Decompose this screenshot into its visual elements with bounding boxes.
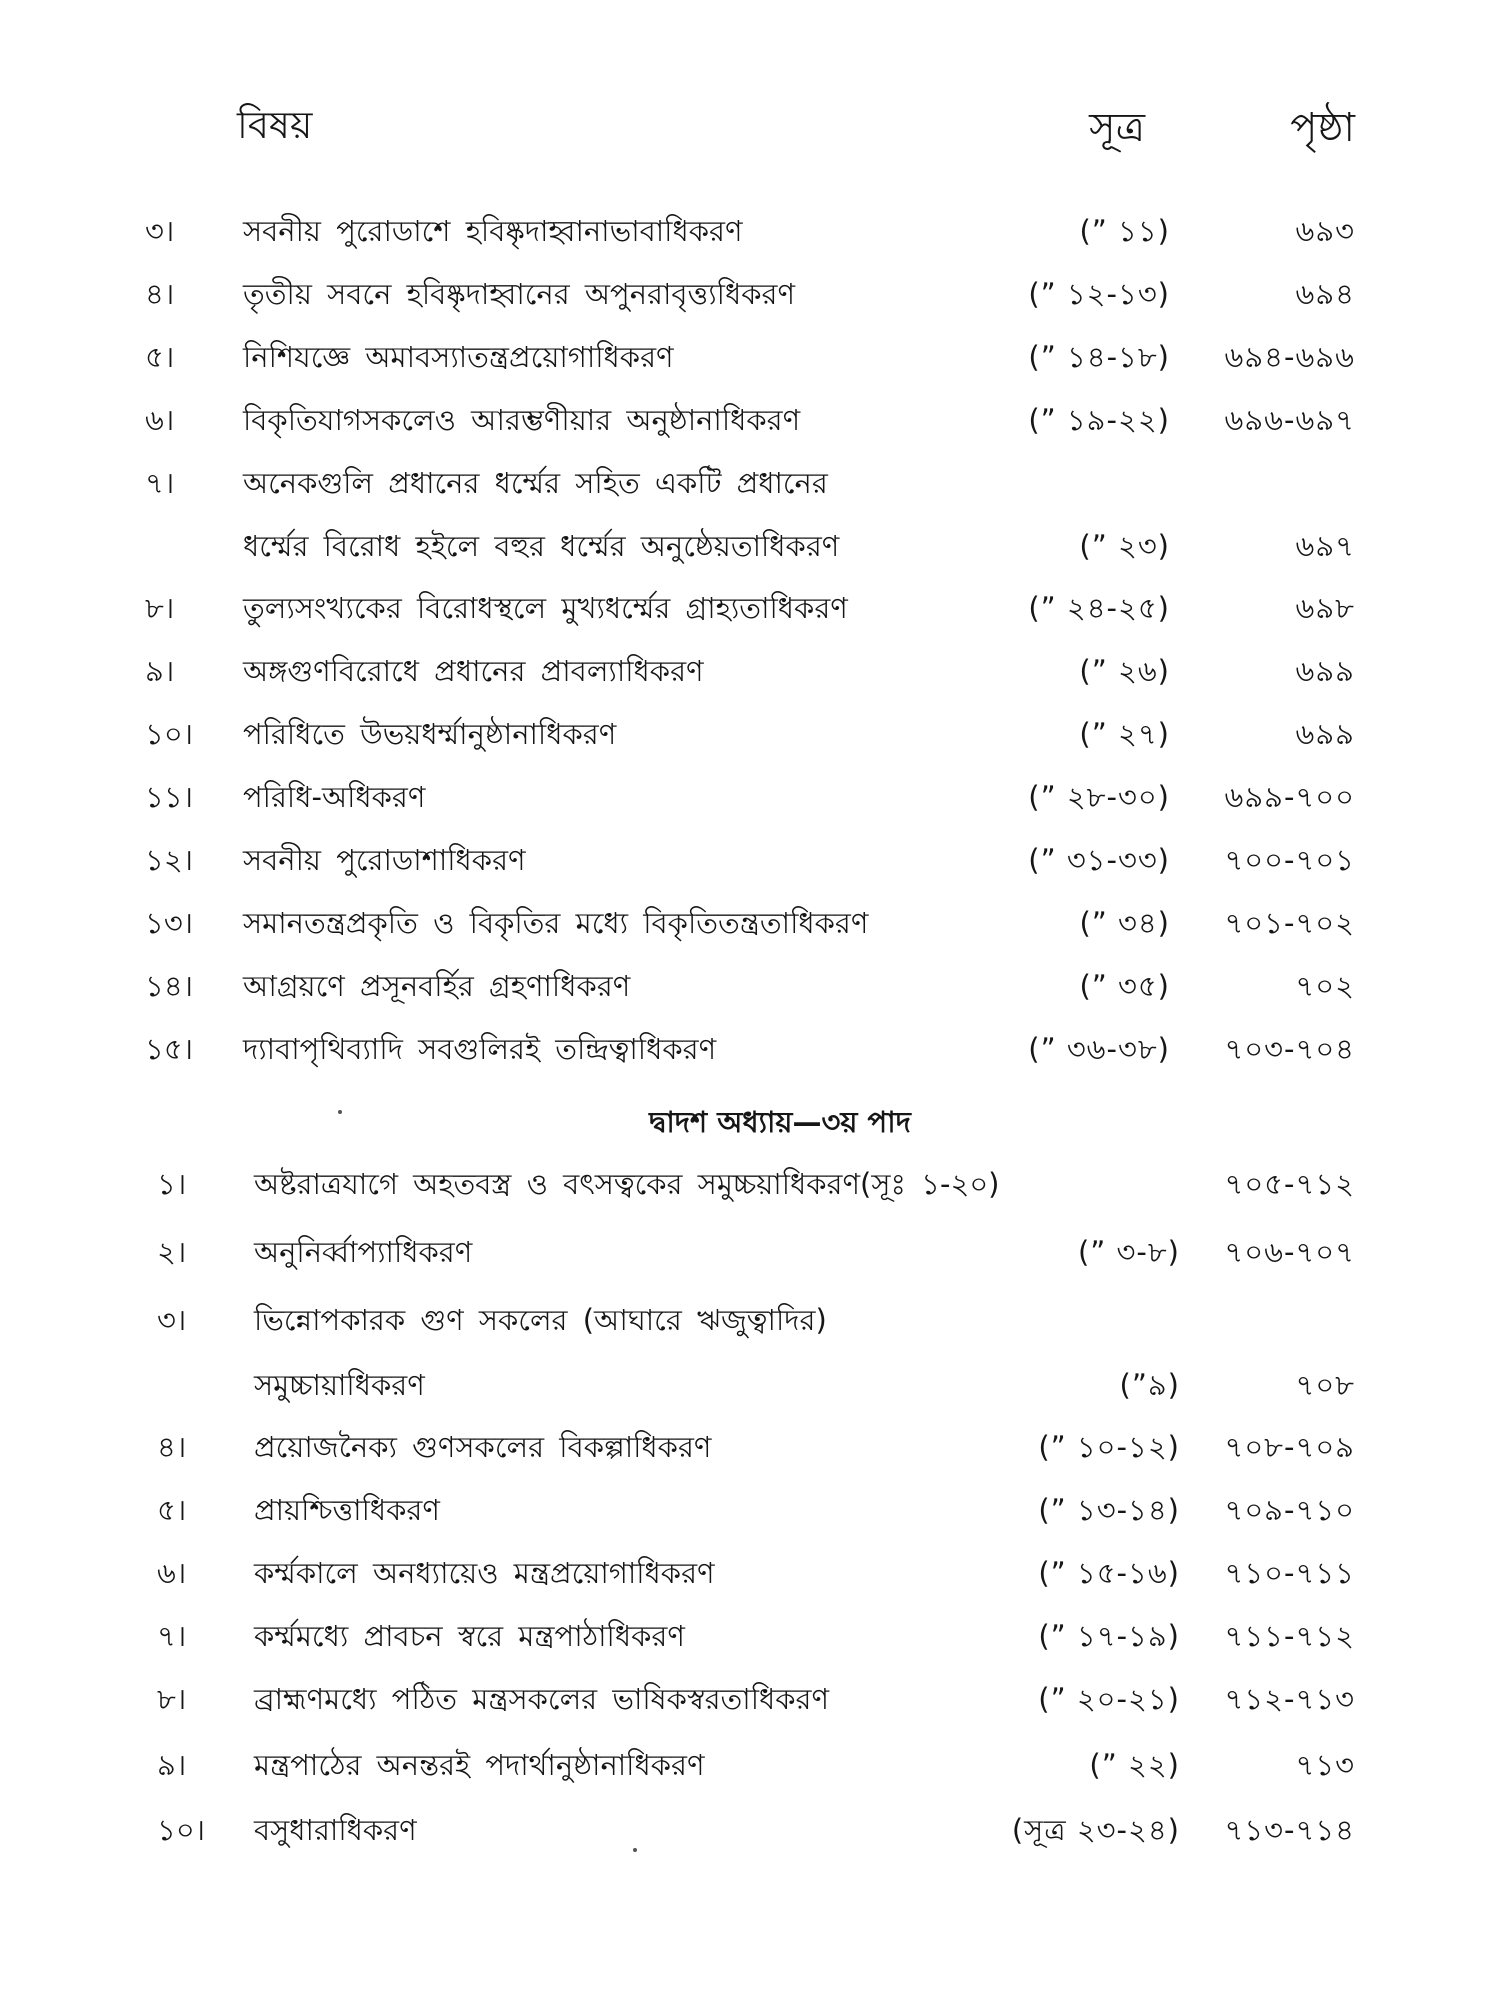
entry-title: মন্ত্রপাঠের অনন্তরই পদার্থানুষ্ঠানাধিকরণ (254, 1748, 705, 1782)
page-range: ৬৯৬-৬৯৭ (1224, 403, 1355, 437)
sutra-reference: (” ২৩) (1079, 529, 1170, 563)
page-range: ৬৯৪ (1295, 277, 1355, 311)
page-range: ৭১৩-৭১৪ (1224, 1813, 1355, 1847)
entry-number: ১৫। (145, 1032, 194, 1066)
sutra-reference: (সূত্র ২৩-২৪) (1011, 1813, 1180, 1847)
entry-number: ১০। (145, 717, 194, 751)
page-range: ৭০৫-৭১২ (1224, 1167, 1355, 1201)
subject-column-header: বিষয় (237, 103, 313, 147)
page-range: ৭০২ (1295, 969, 1355, 1003)
page-range: ৭০১-৭০২ (1224, 906, 1355, 940)
sutra-reference: (” ১১) (1079, 214, 1170, 248)
page-range: ৭১১-৭১২ (1224, 1619, 1355, 1653)
sutra-reference: (” ১০-১২) (1038, 1430, 1180, 1464)
page-range: ৬৯৯ (1295, 654, 1355, 688)
entry-number: ৭। (157, 1619, 187, 1653)
entry-number: ৯। (145, 654, 175, 688)
entry-title: পরিধি-অধিকরণ (243, 780, 426, 814)
entry-title: কর্ম্মকালে অনধ্যায়েও মন্ত্রপ্রয়োগাধিকরণ (254, 1556, 715, 1590)
sutra-reference: (” ৩-৮) (1077, 1235, 1180, 1269)
toc-entry (0, 829, 1500, 892)
toc-section-2 (0, 1150, 1500, 1862)
entry-title: অনেকগুলি প্রধানের ধর্ম্মের সহিত একটি প্রধানের (243, 466, 828, 500)
toc-entry (0, 1731, 1500, 1799)
entry-title: প্রায়শ্চিত্তাধিকরণ (254, 1493, 440, 1527)
entry-title: বসুধারাধিকরণ (254, 1813, 417, 1847)
page-range: ৬৯৯ (1295, 717, 1355, 751)
entry-number: ৮। (157, 1682, 187, 1716)
sutra-reference: (” ২৭) (1079, 717, 1170, 751)
sutra-reference: (” ৩১-৩৩) (1028, 843, 1170, 877)
toc-entry (0, 452, 1500, 515)
entry-title: বিকৃতিযাগসকলেও আরম্ভণীয়ার অনুষ্ঠানাধিকরণ (243, 403, 801, 437)
entry-number: ১৪। (145, 969, 194, 1003)
page-range: ৬৯৩ (1295, 214, 1355, 248)
entry-title: নিশিযজ্ঞে অমাবস্যাতন্ত্রপ্রয়োগাধিকরণ (243, 340, 674, 374)
entry-title: অনুনির্ব্বাপ্যাধিকরণ (254, 1235, 473, 1269)
entry-title: অষ্টরাত্রযাগে অহতবস্ত্র ও বৎসত্বকের সমুচ্চয়াধিকরণ(সূঃ ১-২০) (254, 1167, 1000, 1201)
chapter-heading: দ্বাদশ অধ্যায়—৩য় পাদ (649, 1105, 911, 1139)
entry-title: সবনীয় পুরোডাশে হবিষ্কৃদাহ্বানাভাবাধিকরণ (243, 214, 743, 248)
entry-title: অঙ্গগুণবিরোধে প্রধানের প্রাবল্যাধিকরণ (243, 654, 704, 688)
entry-title: কর্ম্মমধ্যে প্রাবচন স্বরে মন্ত্রপাঠাধিকরণ (254, 1619, 685, 1653)
toc-entry (0, 1018, 1500, 1081)
toc-section-1 (0, 200, 1500, 1081)
page-column-header: পৃষ্ঠা (1290, 105, 1355, 151)
print-speck (338, 1110, 342, 1114)
entry-title: তৃতীয় সবনে হবিষ্কৃদাহ্বানের অপুনরাবৃত্ত্যধিকরণ (243, 277, 796, 311)
toc-entry (0, 389, 1500, 452)
entry-title: তুল্যসংখ্যকের বিরোধস্থলে মুখ্যধর্ম্মের গ্রাহ্যতাধিকরণ (243, 591, 848, 625)
sutra-reference: (” ১৪-১৮) (1028, 340, 1170, 374)
entry-number: ৩। (145, 214, 175, 248)
entry-number: ৭। (145, 466, 175, 500)
print-speck (633, 1848, 637, 1852)
sutra-reference: (” ১২-১৩) (1028, 277, 1170, 311)
entry-number: ৪। (145, 277, 175, 311)
page-range: ৭০৮-৭০৯ (1224, 1430, 1355, 1464)
sutra-reference: (” ৩৪) (1079, 906, 1170, 940)
toc-entry (0, 1416, 1500, 1479)
sutra-reference: (” ২৪-২৫) (1028, 591, 1170, 625)
sutra-column-header: সূত্র (1089, 105, 1145, 151)
entry-number: ১। (157, 1167, 187, 1201)
entry-number: ৩। (157, 1303, 187, 1337)
sutra-reference: (” ১৩-১৪) (1038, 1493, 1180, 1527)
toc-entry (0, 200, 1500, 263)
entry-title: পরিধিতে উভয়ধর্ম্মানুষ্ঠানাধিকরণ (243, 717, 617, 751)
entry-number: ২। (157, 1235, 187, 1269)
toc-entry (0, 766, 1500, 829)
sutra-reference: (” ২০-২১) (1038, 1682, 1180, 1716)
toc-entry (0, 577, 1500, 640)
entry-number: ১১। (145, 780, 194, 814)
page-range: ৭০৮ (1295, 1368, 1355, 1402)
entry-title: ধর্ম্মের বিরোধ হইলে বহুর ধর্ম্মের অনুষ্ঠেয়তাধিকরণ (243, 529, 840, 563)
sutra-reference: (” ২২) (1089, 1748, 1180, 1782)
entry-title: সমানতন্ত্রপ্রকৃতি ও বিকৃতির মধ্যে বিকৃতিতন্ত্রতাধিকরণ (243, 906, 869, 940)
entry-title: দ্যাবাপৃথিব্যাদি সবগুলিরই তন্দ্রিত্বাধিকরণ (243, 1032, 717, 1066)
entry-number: ৪। (157, 1430, 187, 1464)
toc-entry (0, 1286, 1500, 1354)
entry-title: সমুচ্চায়াধিকরণ (254, 1368, 425, 1402)
page-range: ৭০৬-৭০৭ (1224, 1235, 1355, 1269)
toc-entry (0, 892, 1500, 955)
entry-number: ৫। (145, 340, 175, 374)
page-range: ৬৯৮ (1295, 591, 1355, 625)
entry-number: ১৩। (145, 906, 194, 940)
sutra-reference: (” ২৬) (1079, 654, 1170, 688)
page-range: ৭০৯-৭১০ (1224, 1493, 1355, 1527)
sutra-reference: (” ১৯-২২) (1028, 403, 1170, 437)
sutra-reference: (” ১৭-১৯) (1038, 1619, 1180, 1653)
entry-title: প্রয়োজনৈক্য গুণসকলের বিকল্পাধিকরণ (254, 1430, 712, 1464)
toc-entry (0, 1668, 1500, 1731)
page-range: ৭০০-৭০১ (1224, 843, 1355, 877)
toc-entry (0, 1479, 1500, 1542)
entry-title: ভিন্নোপকারক গুণ সকলের (আঘারে ঋজুত্বাদির) (254, 1303, 827, 1337)
toc-entry (0, 1150, 1500, 1218)
page-range: ৭১২-৭১৩ (1224, 1682, 1355, 1716)
sutra-reference: (”৯) (1119, 1368, 1180, 1402)
entry-title: ব্রাহ্মণমধ্যে পঠিত মন্ত্রসকলের ভাষিকস্বরতাধিকরণ (254, 1682, 830, 1716)
entry-number: ১০। (157, 1813, 206, 1847)
toc-entry (0, 326, 1500, 389)
page-range: ৬৯৯-৭০০ (1224, 780, 1355, 814)
sutra-reference: (” ৩৫) (1079, 969, 1170, 1003)
sutra-reference: (” ২৮-৩০) (1028, 780, 1170, 814)
toc-entry (0, 703, 1500, 766)
sutra-reference: (” ৩৬-৩৮) (1028, 1032, 1170, 1066)
sutra-reference: (” ১৫-১৬) (1038, 1556, 1180, 1590)
page-range: ৬৯৭ (1295, 529, 1355, 563)
toc-entry (0, 955, 1500, 1018)
entry-title: আগ্রয়ণে প্রসূনবর্হির গ্রহণাধিকরণ (243, 969, 631, 1003)
entry-number: ৫। (157, 1493, 187, 1527)
entry-number: ৯। (157, 1748, 187, 1782)
toc-entry (0, 640, 1500, 703)
entry-number: ৮। (145, 591, 175, 625)
entry-number: ৬। (145, 403, 175, 437)
entry-number: ৬। (157, 1556, 187, 1590)
toc-entry (0, 1542, 1500, 1605)
page-range: ৭১০-৭১১ (1224, 1556, 1355, 1590)
toc-entry (0, 515, 1500, 577)
entry-title: সবনীয় পুরোডাশাধিকরণ (243, 843, 526, 877)
toc-entry (0, 1799, 1500, 1862)
entry-number: ১২। (145, 843, 194, 877)
toc-entry (0, 263, 1500, 326)
toc-entry (0, 1605, 1500, 1668)
page-range: ৬৯৪-৬৯৬ (1224, 340, 1355, 374)
page-range: ৭১৩ (1295, 1748, 1355, 1782)
page-range: ৭০৩-৭০৪ (1224, 1032, 1355, 1066)
column-headers (0, 96, 1500, 166)
toc-entry (0, 1218, 1500, 1286)
toc-entry (0, 1354, 1500, 1416)
